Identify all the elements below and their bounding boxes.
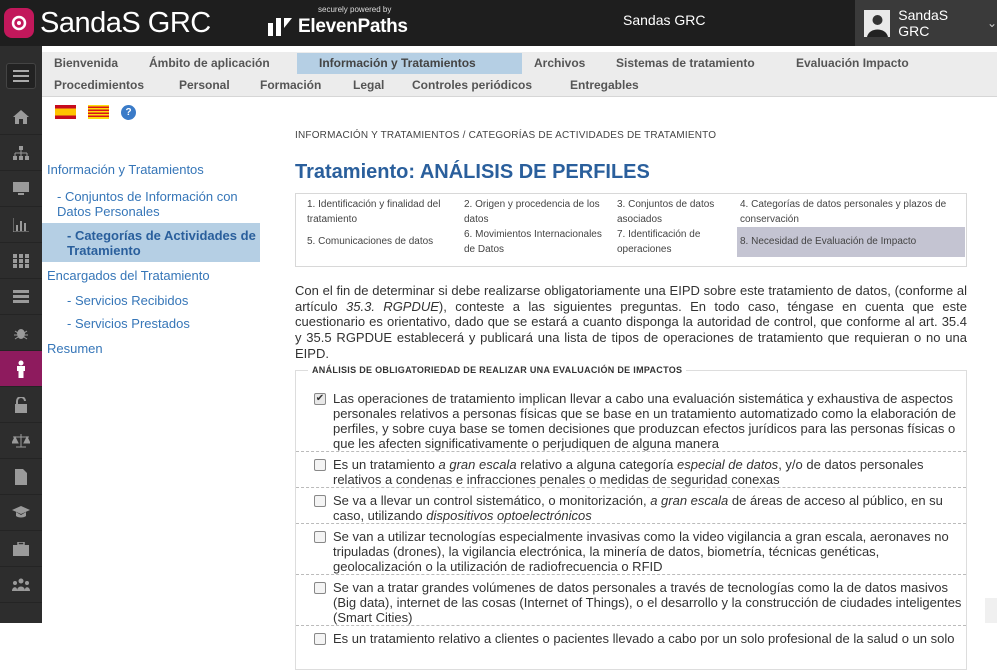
- nav-formacion[interactable]: Formación: [260, 78, 322, 92]
- question-item: Es un tratamiento a gran escala relativo a alguna categoría especial de datos, y/o de datos personales relativos a condenas e infracciones penales o medidas de seguridad conexas: [296, 457, 966, 488]
- left-nav: [42, 160, 262, 356]
- leftnav-categorias[interactable]: - Categorías de Actividades de Tratamiento: [42, 223, 260, 262]
- nav-bienvenida[interactable]: Bienvenida: [54, 56, 119, 70]
- main-nav: [42, 52, 997, 97]
- question-item: Se va a llevar un control sistemático, o monitorización, a gran escala de áreas de acceso al público, en su caso, utilizando dispositivos optoelectrónicos: [296, 493, 966, 524]
- rgpd-link[interactable]: 35.3. RGPDUE: [346, 298, 439, 314]
- nav-informacion-tratamientos[interactable]: Información y Tratamientos: [297, 53, 522, 74]
- main-content: [295, 130, 967, 670]
- checkbox[interactable]: [314, 531, 326, 543]
- logo[interactable]: [4, 6, 211, 40]
- catalonia-flag-icon[interactable]: [88, 105, 109, 119]
- question-item: ✔ Las operaciones de tratamiento implican llevar a cabo una evaluación sistemática y exhaustiva de aspectos personales relativos a personas físicas que se base en un tratamiento automatizado como la elaboración de perfiles, y sobre cuya base se tomen decisiones que produzcan efectos jurídicos para las personas físicas o que les afecten significativamente o perjudiquen de alguna manera: [296, 391, 966, 452]
- scrollbar[interactable]: [985, 598, 997, 623]
- nav-ambito[interactable]: Ámbito de aplicación: [149, 56, 270, 70]
- document-icon[interactable]: [0, 459, 42, 495]
- leftnav-resumen[interactable]: Resumen: [47, 341, 103, 356]
- nav-procedimientos[interactable]: Procedimientos: [54, 78, 145, 92]
- nav-evaluacion-impacto[interactable]: Evaluación Impacto: [796, 56, 909, 70]
- step-8[interactable]: 8. Necesidad de Evaluación de Impacto: [737, 227, 965, 257]
- unlock-icon[interactable]: [0, 387, 42, 423]
- logo-text: SandaS GRC: [40, 6, 211, 39]
- app-title: Sandas GRC: [623, 12, 706, 28]
- checkbox[interactable]: ✔: [315, 392, 325, 404]
- language-selector: [55, 103, 136, 121]
- steps-panel: [295, 193, 967, 267]
- top-bar: [0, 0, 997, 46]
- icon-sidebar: [0, 46, 42, 623]
- graduation-cap-icon[interactable]: [0, 495, 42, 531]
- step-2[interactable]: 2. Origen y procedencia de los datos: [464, 199, 600, 225]
- grid-icon[interactable]: [0, 243, 42, 279]
- breadcrumb: INFORMACIÓN Y TRATAMIENTOS / CATEGORÍAS DE ACTIVIDADES DE TRATAMIENTO: [295, 130, 717, 141]
- evaluation-fieldset: [295, 364, 967, 670]
- step-1[interactable]: 1. Identificación y finalidad del tratamiento: [307, 199, 441, 225]
- elevenpaths-icon: [266, 15, 294, 37]
- checkbox[interactable]: [314, 582, 326, 594]
- balance-icon[interactable]: [0, 423, 42, 459]
- user-icon[interactable]: [0, 351, 42, 387]
- checkbox[interactable]: [314, 633, 326, 645]
- nav-sistemas[interactable]: Sistemas de tratamiento: [616, 56, 755, 70]
- chevron-down-icon: ⌄: [986, 16, 997, 30]
- user-name: SandaS GRC: [898, 7, 949, 39]
- intro-text: Con el fin de determinar si debe realizarse obligatoriamente una EIPD sobre este tratamiento de datos, (conforme al artículo 35.3. RGPDUE), conteste a las siguientes preguntas. En todo caso, téngase en cuenta que este cuestionario es orientativo, dado que se estará a cuanto disponga la autoridad de control, que conforme al art. 35.4 y 35.5 RGPDUE establecerá y publicará una lista de tipos de operaciones de tratamiento que requieran o no una EIPD.: [295, 283, 967, 361]
- nav-entregables[interactable]: Entregables: [570, 78, 639, 92]
- avatar: [864, 10, 890, 37]
- logo-icon: [4, 8, 34, 38]
- leftnav-encargados[interactable]: Encargados del Tratamiento: [47, 268, 210, 283]
- help-icon[interactable]: ?: [121, 105, 136, 120]
- step-6[interactable]: 6. Movimientos Internacionales de Datos: [464, 229, 602, 255]
- powered-text: securely powered by: [318, 5, 392, 14]
- powered-by: [266, 5, 406, 39]
- powered-brand: ElevenPaths: [298, 16, 408, 37]
- nav-archivos[interactable]: Archivos: [534, 56, 586, 70]
- step-7[interactable]: 7. Identificación de operaciones: [617, 229, 701, 255]
- question-item: Es un tratamiento relativo a clientes o pacientes llevado a cabo por un solo profesional de la salud o un solo: [296, 631, 966, 646]
- sitemap-icon[interactable]: [0, 135, 42, 171]
- nav-legal[interactable]: Legal: [353, 78, 385, 92]
- step-3[interactable]: 3. Conjuntos de datos asociados: [617, 199, 715, 225]
- bar-chart-icon[interactable]: [0, 207, 42, 243]
- home-icon[interactable]: [0, 99, 42, 135]
- leftnav-informacion[interactable]: Información y Tratamientos: [47, 162, 204, 177]
- menu-icon[interactable]: [6, 63, 36, 89]
- briefcase-icon[interactable]: [0, 531, 42, 567]
- page-title: Tratamiento: ANÁLISIS DE PERFILES: [295, 161, 650, 183]
- question-item: Se van a utilizar tecnologías especialmente invasivas como la video vigilancia a gran escala, aeronaves no tripuladas (drones), la vigilancia electrónica, la minería de datos, biometría, técnicas genéticas, geolocalización o la utilización de radiofrecuencia o RFID: [296, 529, 966, 575]
- spain-flag-icon[interactable]: [55, 105, 76, 119]
- user-menu[interactable]: [855, 0, 997, 46]
- step-4[interactable]: 4. Categorías de datos personales y plazos de conservación: [740, 199, 947, 225]
- leftnav-servicios-recibidos[interactable]: - Servicios Recibidos: [67, 293, 189, 308]
- fieldset-legend: ANÁLISIS DE OBLIGATORIEDAD DE REALIZAR UNA EVALUACIÓN DE IMPACTOS: [308, 365, 686, 375]
- question-item: Se van a tratar grandes volúmenes de datos personales a través de tecnologías como la de datos masivos (Big data), internet de las cosas (Internet of Things), o el desarrollo y la construcción de ciudades inteligentes (Smart Cities): [296, 580, 966, 626]
- leftnav-conjuntos[interactable]: - Conjuntos de Información con Datos Personales: [57, 189, 238, 219]
- checkbox[interactable]: [314, 495, 326, 507]
- monitor-icon[interactable]: [0, 171, 42, 207]
- nav-personal[interactable]: Personal: [179, 78, 230, 92]
- nav-controles[interactable]: Controles periódicos: [412, 78, 533, 92]
- checkbox[interactable]: [314, 459, 326, 471]
- users-icon[interactable]: [0, 567, 42, 603]
- leftnav-servicios-prestados[interactable]: - Servicios Prestados: [67, 316, 190, 331]
- list-icon[interactable]: [0, 279, 42, 315]
- bug-icon[interactable]: [0, 315, 42, 351]
- step-5[interactable]: 5. Comunicaciones de datos: [307, 236, 434, 247]
